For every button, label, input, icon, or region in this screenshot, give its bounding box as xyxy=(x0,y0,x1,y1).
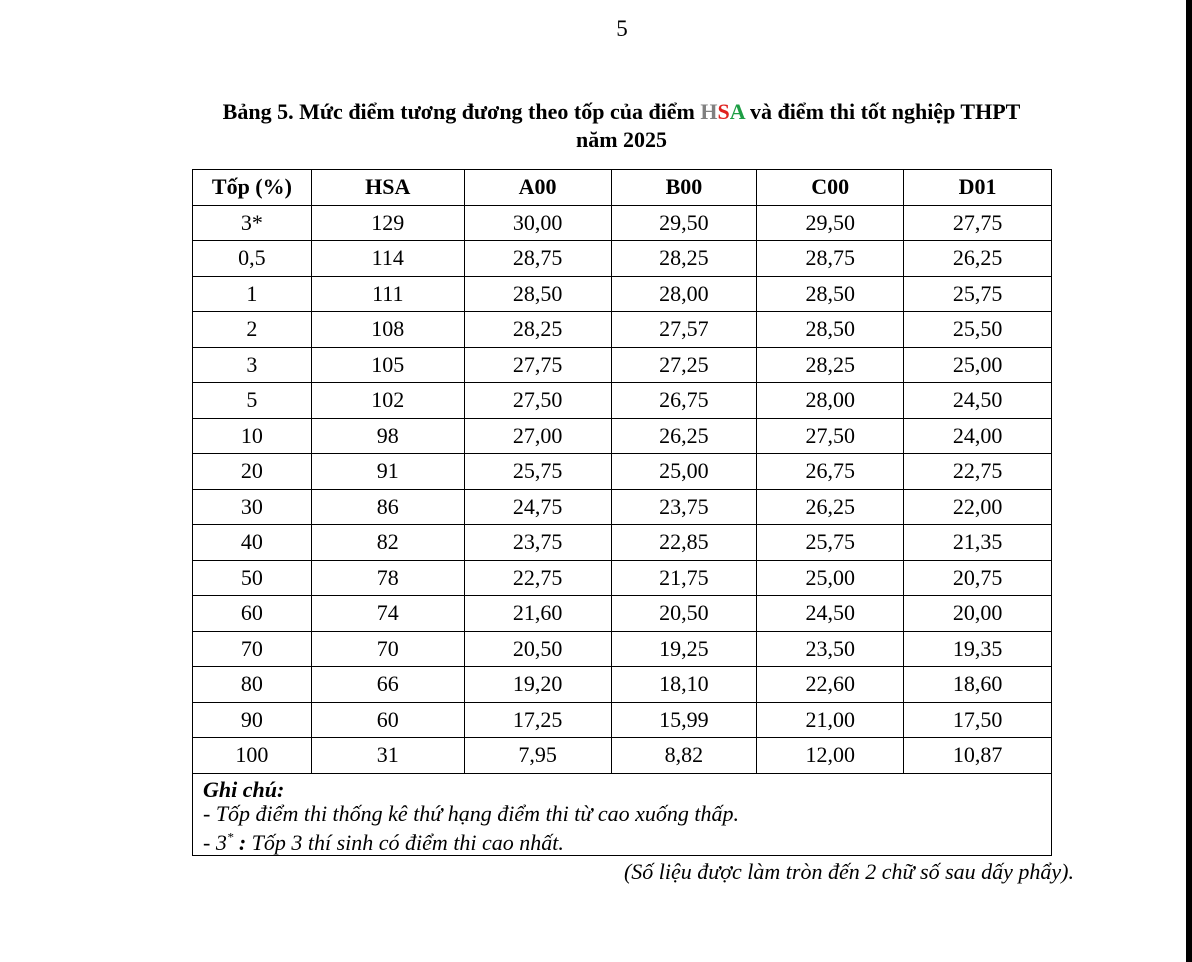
table-row xyxy=(193,383,1052,419)
cell-top: 90 xyxy=(193,702,312,738)
cell-d01: 21,35 xyxy=(904,525,1052,561)
cell-a00: 7,95 xyxy=(464,738,611,774)
cell-c00: 29,50 xyxy=(757,205,904,241)
table-row xyxy=(193,702,1052,738)
cell-d01: 26,25 xyxy=(904,241,1052,277)
cell-c00: 28,75 xyxy=(757,241,904,277)
cell-top: 80 xyxy=(193,667,312,703)
cell-a00: 21,60 xyxy=(464,596,611,632)
table-header-row xyxy=(193,170,1052,206)
cell-a00: 20,50 xyxy=(464,631,611,667)
cell-b00: 28,00 xyxy=(611,276,757,312)
cell-a00: 27,50 xyxy=(464,383,611,419)
table-row xyxy=(193,454,1052,490)
cell-a00: 25,75 xyxy=(464,454,611,490)
cell-c00: 26,25 xyxy=(757,489,904,525)
notes-heading: Ghi chú: xyxy=(203,776,285,802)
cell-b00: 26,75 xyxy=(611,383,757,419)
cell-hsa: 60 xyxy=(311,702,464,738)
cell-b00: 27,57 xyxy=(611,312,757,348)
cell-hsa: 74 xyxy=(311,596,464,632)
cell-a00: 28,50 xyxy=(464,276,611,312)
cell-hsa: 78 xyxy=(311,560,464,596)
cell-d01: 25,00 xyxy=(904,347,1052,383)
cell-d01: 18,60 xyxy=(904,667,1052,703)
cell-d01: 22,00 xyxy=(904,489,1052,525)
cell-hsa: 82 xyxy=(311,525,464,561)
cell-d01: 17,50 xyxy=(904,702,1052,738)
cell-c00: 25,75 xyxy=(757,525,904,561)
cell-c00: 28,50 xyxy=(757,312,904,348)
table-row xyxy=(193,418,1052,454)
cell-a00: 28,75 xyxy=(464,241,611,277)
cell-c00: 21,00 xyxy=(757,702,904,738)
cell-a00: 17,25 xyxy=(464,702,611,738)
cell-a00: 23,75 xyxy=(464,525,611,561)
cell-b00: 20,50 xyxy=(611,596,757,632)
cell-b00: 15,99 xyxy=(611,702,757,738)
cell-top: 3* xyxy=(193,205,312,241)
cell-b00: 26,25 xyxy=(611,418,757,454)
page-number: 5 xyxy=(616,16,628,41)
cell-hsa: 31 xyxy=(311,738,464,774)
table-row xyxy=(193,631,1052,667)
cell-b00: 19,25 xyxy=(611,631,757,667)
rounding-footnote: (Số liệu được làm tròn đến 2 chữ số sau dấy phẩy). xyxy=(623,859,1074,884)
table-row xyxy=(193,738,1052,774)
header-a00: A00 xyxy=(464,170,611,206)
cell-d01: 20,75 xyxy=(904,560,1052,596)
cell-top: 2 xyxy=(193,312,312,348)
table-row xyxy=(193,276,1052,312)
cell-a00: 27,00 xyxy=(464,418,611,454)
cell-c00: 28,50 xyxy=(757,276,904,312)
cell-top: 10 xyxy=(193,418,312,454)
cell-hsa: 86 xyxy=(311,489,464,525)
header-c00: C00 xyxy=(757,170,904,206)
cell-c00: 25,00 xyxy=(757,560,904,596)
cell-d01: 27,75 xyxy=(904,205,1052,241)
cell-hsa: 108 xyxy=(311,312,464,348)
cell-a00: 30,00 xyxy=(464,205,611,241)
cell-top: 50 xyxy=(193,560,312,596)
notes-row xyxy=(193,773,1052,855)
cell-top: 0,5 xyxy=(193,241,312,277)
notes-line1: - Tốp điểm thi thống kê thứ hạng điểm thi từ cao xuống thấp. xyxy=(203,800,740,826)
header-top: Tốp (%) xyxy=(193,170,312,206)
title-line2: năm 2025 xyxy=(575,127,668,152)
table-row xyxy=(193,560,1052,596)
score-equivalence-table xyxy=(192,169,1052,856)
cell-d01: 20,00 xyxy=(904,596,1052,632)
cell-hsa: 66 xyxy=(311,667,464,703)
table-row xyxy=(193,596,1052,632)
hsa-logo-text: HSA xyxy=(700,99,745,124)
cell-d01: 24,50 xyxy=(904,383,1052,419)
cell-hsa: 111 xyxy=(311,276,464,312)
table-row xyxy=(193,347,1052,383)
cell-top: 100 xyxy=(193,738,312,774)
title-prefix: Bảng 5. Mức điểm tương đương theo tốp của điểm xyxy=(222,99,695,124)
cell-b00: 25,00 xyxy=(611,454,757,490)
cell-hsa: 114 xyxy=(311,241,464,277)
cell-hsa: 70 xyxy=(311,631,464,667)
cell-top: 1 xyxy=(193,276,312,312)
cell-top: 3 xyxy=(193,347,312,383)
table-row xyxy=(193,241,1052,277)
header-d01: D01 xyxy=(904,170,1052,206)
cell-b00: 29,50 xyxy=(611,205,757,241)
cell-c00: 12,00 xyxy=(757,738,904,774)
table-row xyxy=(193,312,1052,348)
table-row xyxy=(193,525,1052,561)
cell-hsa: 102 xyxy=(311,383,464,419)
cell-b00: 21,75 xyxy=(611,560,757,596)
cell-b00: 27,25 xyxy=(611,347,757,383)
cell-top: 5 xyxy=(193,383,312,419)
cell-b00: 8,82 xyxy=(611,738,757,774)
header-hsa: HSA xyxy=(311,170,464,206)
cell-a00: 27,75 xyxy=(464,347,611,383)
cell-hsa: 98 xyxy=(311,418,464,454)
table-body xyxy=(193,205,1052,773)
table-row xyxy=(193,667,1052,703)
cell-c00: 24,50 xyxy=(757,596,904,632)
cell-a00: 22,75 xyxy=(464,560,611,596)
cell-d01: 10,87 xyxy=(904,738,1052,774)
cell-d01: 24,00 xyxy=(904,418,1052,454)
cell-top: 40 xyxy=(193,525,312,561)
cell-c00: 22,60 xyxy=(757,667,904,703)
cell-c00: 28,00 xyxy=(757,383,904,419)
notes-cell xyxy=(193,773,1052,855)
cell-a00: 28,25 xyxy=(464,312,611,348)
cell-c00: 27,50 xyxy=(757,418,904,454)
cell-hsa: 91 xyxy=(311,454,464,490)
cell-top: 70 xyxy=(193,631,312,667)
cell-top: 60 xyxy=(193,596,312,632)
cell-d01: 25,75 xyxy=(904,276,1052,312)
cell-d01: 25,50 xyxy=(904,312,1052,348)
cell-hsa: 105 xyxy=(311,347,464,383)
table-row xyxy=(193,489,1052,525)
cell-c00: 26,75 xyxy=(757,454,904,490)
cell-d01: 19,35 xyxy=(904,631,1052,667)
cell-top: 30 xyxy=(193,489,312,525)
cell-c00: 28,25 xyxy=(757,347,904,383)
cell-b00: 23,75 xyxy=(611,489,757,525)
cell-hsa: 129 xyxy=(311,205,464,241)
cell-b00: 18,10 xyxy=(611,667,757,703)
title-suffix: và điểm thi tốt nghiệp THPT xyxy=(749,99,1021,124)
cell-b00: 28,25 xyxy=(611,241,757,277)
table-title xyxy=(150,98,1093,154)
cell-b00: 22,85 xyxy=(611,525,757,561)
page-right-edge xyxy=(1186,0,1192,962)
table-row xyxy=(193,205,1052,241)
cell-d01: 22,75 xyxy=(904,454,1052,490)
cell-top: 20 xyxy=(193,454,312,490)
cell-a00: 24,75 xyxy=(464,489,611,525)
cell-a00: 19,20 xyxy=(464,667,611,703)
header-b00: B00 xyxy=(611,170,757,206)
notes-line2: - 3* : Tốp 3 thí sinh có điểm thi cao nhất. xyxy=(203,829,564,855)
cell-c00: 23,50 xyxy=(757,631,904,667)
